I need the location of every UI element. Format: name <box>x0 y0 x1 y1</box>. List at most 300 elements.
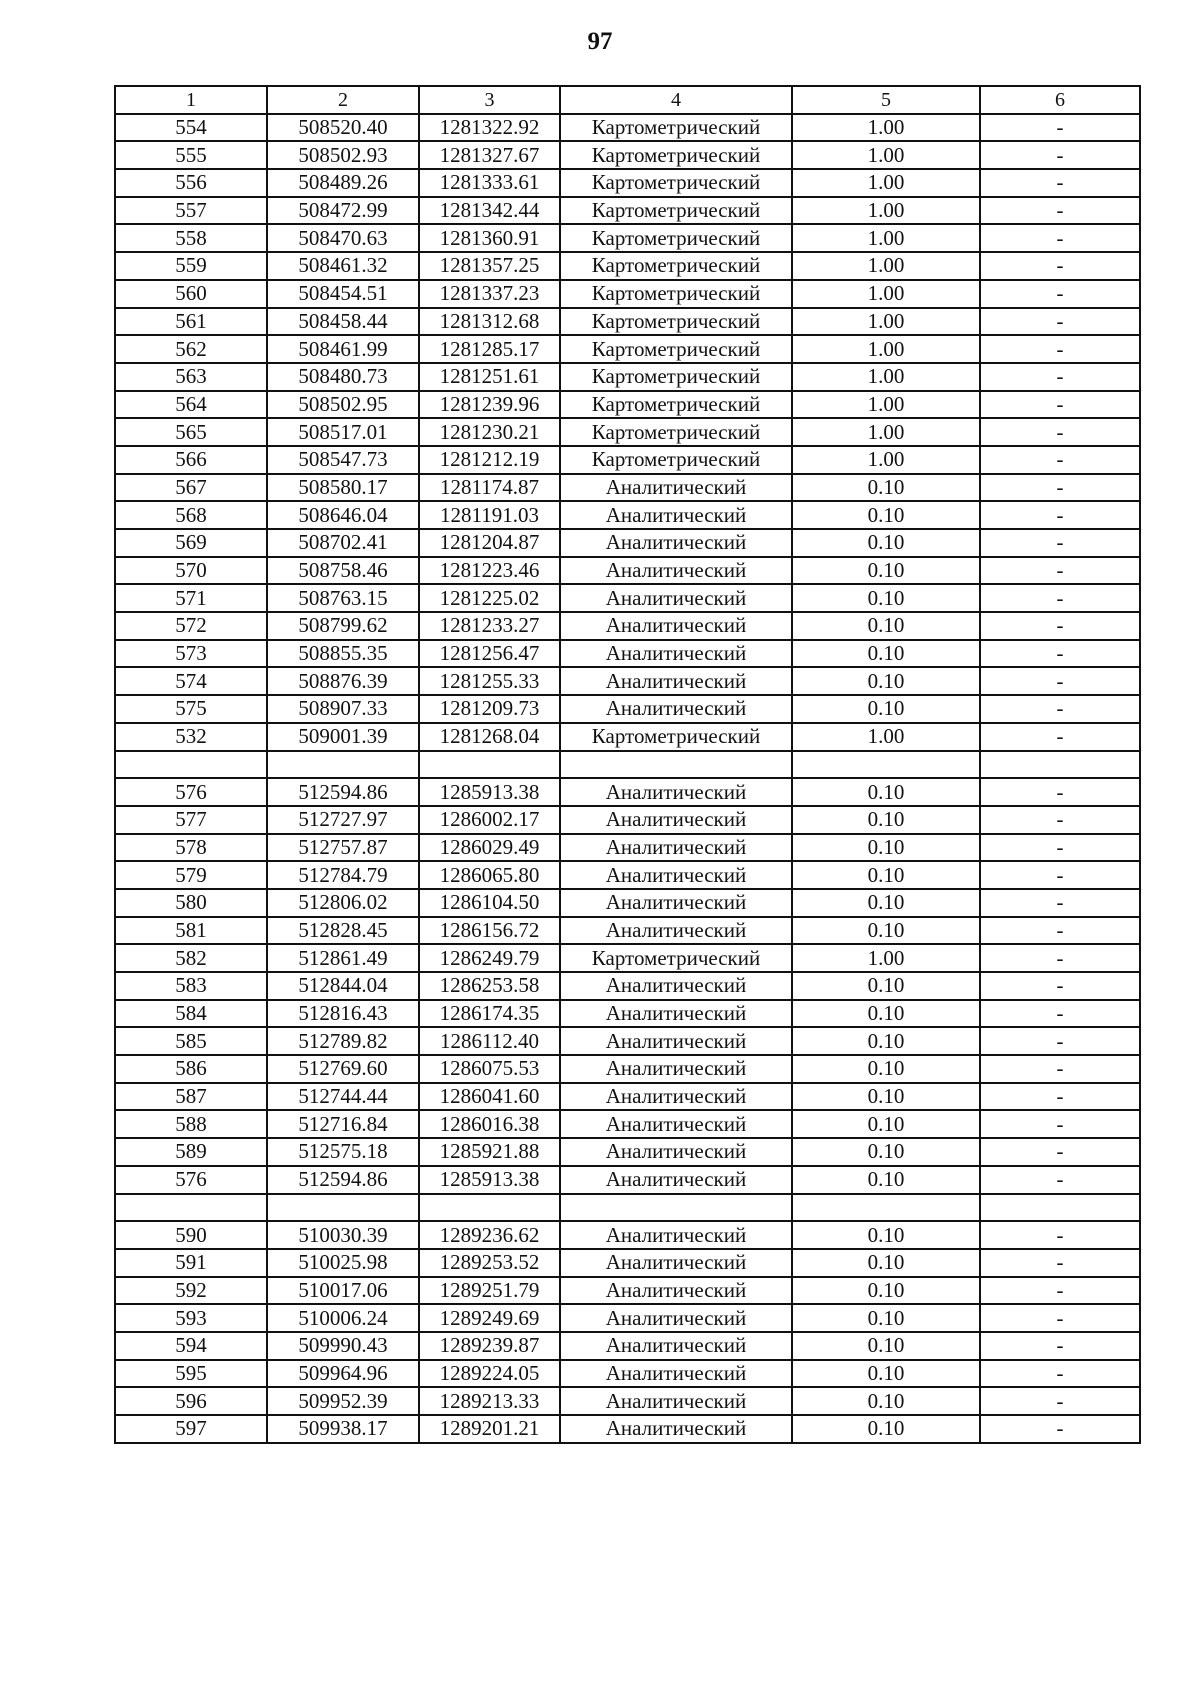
point-number-cell: 566 <box>115 446 267 474</box>
y-coordinate-cell: 1285913.38 <box>419 778 560 806</box>
x-coordinate-cell: 508763.15 <box>267 584 419 612</box>
method-cell: Картометрический <box>560 114 792 142</box>
y-coordinate-cell: 1281268.04 <box>419 723 560 751</box>
accuracy-cell: 1.00 <box>792 418 980 446</box>
y-coordinate-cell <box>419 1194 560 1222</box>
point-number-cell <box>115 1194 267 1222</box>
method-cell: Аналитический <box>560 1055 792 1083</box>
note-cell: - <box>980 1110 1140 1138</box>
table-row <box>115 252 1140 280</box>
note-cell <box>980 751 1140 779</box>
accuracy-cell: 0.10 <box>792 474 980 502</box>
accuracy-cell: 0.10 <box>792 1249 980 1277</box>
point-number-cell: 560 <box>115 280 267 308</box>
x-coordinate-cell: 508520.40 <box>267 114 419 142</box>
method-cell: Аналитический <box>560 972 792 1000</box>
accuracy-cell: 0.10 <box>792 1027 980 1055</box>
accuracy-cell: 0.10 <box>792 972 980 1000</box>
y-coordinate-cell: 1285921.88 <box>419 1138 560 1166</box>
y-coordinate-cell: 1281212.19 <box>419 446 560 474</box>
note-cell: - <box>980 1221 1140 1249</box>
note-cell: - <box>980 1138 1140 1166</box>
note-cell: - <box>980 418 1140 446</box>
table-row <box>115 224 1140 252</box>
table-row <box>115 1332 1140 1360</box>
method-cell: Аналитический <box>560 1083 792 1111</box>
point-number-cell: 570 <box>115 557 267 585</box>
point-number-cell: 587 <box>115 1083 267 1111</box>
method-cell: Аналитический <box>560 778 792 806</box>
table-row <box>115 335 1140 363</box>
table-row <box>115 667 1140 695</box>
x-coordinate-cell: 509964.96 <box>267 1360 419 1388</box>
y-coordinate-cell: 1281223.46 <box>419 557 560 585</box>
accuracy-cell: 0.10 <box>792 1138 980 1166</box>
x-coordinate-cell: 508907.33 <box>267 695 419 723</box>
y-coordinate-cell: 1281204.87 <box>419 529 560 557</box>
method-cell: Аналитический <box>560 1387 792 1415</box>
table-row <box>115 197 1140 225</box>
point-number-cell: 555 <box>115 141 267 169</box>
accuracy-cell: 1.00 <box>792 391 980 419</box>
column-header: 2 <box>267 86 419 114</box>
coordinates-table-container <box>114 85 1141 1444</box>
x-coordinate-cell <box>267 1194 419 1222</box>
table-row <box>115 695 1140 723</box>
table-row <box>115 391 1140 419</box>
table-row <box>115 917 1140 945</box>
point-number-cell: 578 <box>115 834 267 862</box>
point-number-cell: 591 <box>115 1249 267 1277</box>
table-row <box>115 1387 1140 1415</box>
point-number-cell: 554 <box>115 114 267 142</box>
table-row <box>115 308 1140 336</box>
y-coordinate-cell: 1281251.61 <box>419 363 560 391</box>
table-row <box>115 1194 1140 1222</box>
accuracy-cell: 0.10 <box>792 1277 980 1305</box>
x-coordinate-cell: 508489.26 <box>267 169 419 197</box>
accuracy-cell: 0.10 <box>792 1000 980 1028</box>
y-coordinate-cell: 1286253.58 <box>419 972 560 1000</box>
x-coordinate-cell: 512816.43 <box>267 1000 419 1028</box>
table-row <box>115 640 1140 668</box>
x-coordinate-cell: 512828.45 <box>267 917 419 945</box>
accuracy-cell: 1.00 <box>792 446 980 474</box>
method-cell: Аналитический <box>560 584 792 612</box>
y-coordinate-cell: 1281209.73 <box>419 695 560 723</box>
table-row <box>115 1249 1140 1277</box>
column-header: 4 <box>560 86 792 114</box>
x-coordinate-cell: 508472.99 <box>267 197 419 225</box>
point-number-cell: 558 <box>115 224 267 252</box>
accuracy-cell: 1.00 <box>792 280 980 308</box>
page-number: 97 <box>587 28 613 55</box>
point-number-cell: 586 <box>115 1055 267 1083</box>
point-number-cell: 577 <box>115 806 267 834</box>
note-cell: - <box>980 861 1140 889</box>
table-row <box>115 501 1140 529</box>
x-coordinate-cell: 508517.01 <box>267 418 419 446</box>
note-cell: - <box>980 557 1140 585</box>
y-coordinate-cell: 1286104.50 <box>419 889 560 917</box>
y-coordinate-cell: 1281191.03 <box>419 501 560 529</box>
accuracy-cell: 0.10 <box>792 584 980 612</box>
table-row <box>115 1055 1140 1083</box>
y-coordinate-cell: 1285913.38 <box>419 1166 560 1194</box>
note-cell: - <box>980 1332 1140 1360</box>
table-row <box>115 1415 1140 1443</box>
point-number-cell: 571 <box>115 584 267 612</box>
point-number-cell: 564 <box>115 391 267 419</box>
point-number-cell: 589 <box>115 1138 267 1166</box>
y-coordinate-cell: 1286174.35 <box>419 1000 560 1028</box>
note-cell: - <box>980 695 1140 723</box>
x-coordinate-cell: 510017.06 <box>267 1277 419 1305</box>
method-cell: Картометрический <box>560 418 792 446</box>
x-coordinate-cell: 508758.46 <box>267 557 419 585</box>
point-number-cell: 596 <box>115 1387 267 1415</box>
accuracy-cell: 0.10 <box>792 612 980 640</box>
accuracy-cell: 1.00 <box>792 197 980 225</box>
point-number-cell: 574 <box>115 667 267 695</box>
note-cell: - <box>980 612 1140 640</box>
table-row <box>115 474 1140 502</box>
point-number-cell: 595 <box>115 1360 267 1388</box>
table-row <box>115 141 1140 169</box>
x-coordinate-cell: 508702.41 <box>267 529 419 557</box>
point-number-cell: 584 <box>115 1000 267 1028</box>
table-row <box>115 861 1140 889</box>
method-cell: Картометрический <box>560 308 792 336</box>
table-row <box>115 723 1140 751</box>
point-number-cell: 559 <box>115 252 267 280</box>
accuracy-cell: 0.10 <box>792 1083 980 1111</box>
table-row <box>115 751 1140 779</box>
method-cell: Картометрический <box>560 391 792 419</box>
note-cell: - <box>980 529 1140 557</box>
method-cell: Картометрический <box>560 723 792 751</box>
x-coordinate-cell: 508454.51 <box>267 280 419 308</box>
accuracy-cell: 0.10 <box>792 889 980 917</box>
table-row <box>115 446 1140 474</box>
y-coordinate-cell: 1281333.61 <box>419 169 560 197</box>
x-coordinate-cell: 509001.39 <box>267 723 419 751</box>
method-cell: Аналитический <box>560 1221 792 1249</box>
x-coordinate-cell: 508502.95 <box>267 391 419 419</box>
x-coordinate-cell: 512716.84 <box>267 1110 419 1138</box>
accuracy-cell: 1.00 <box>792 308 980 336</box>
note-cell: - <box>980 640 1140 668</box>
table-row <box>115 557 1140 585</box>
y-coordinate-cell: 1289239.87 <box>419 1332 560 1360</box>
point-number-cell: 582 <box>115 944 267 972</box>
y-coordinate-cell: 1289201.21 <box>419 1415 560 1443</box>
note-cell: - <box>980 335 1140 363</box>
method-cell: Аналитический <box>560 861 792 889</box>
x-coordinate-cell: 512575.18 <box>267 1138 419 1166</box>
y-coordinate-cell: 1286016.38 <box>419 1110 560 1138</box>
y-coordinate-cell: 1281239.96 <box>419 391 560 419</box>
note-cell: - <box>980 1083 1140 1111</box>
note-cell: - <box>980 778 1140 806</box>
table-row <box>115 529 1140 557</box>
method-cell <box>560 1194 792 1222</box>
method-cell: Аналитический <box>560 501 792 529</box>
note-cell: - <box>980 834 1140 862</box>
note-cell: - <box>980 1055 1140 1083</box>
accuracy-cell: 0.10 <box>792 1110 980 1138</box>
method-cell: Аналитический <box>560 889 792 917</box>
column-header: 6 <box>980 86 1140 114</box>
point-number-cell: 567 <box>115 474 267 502</box>
point-number-cell: 588 <box>115 1110 267 1138</box>
column-header: 3 <box>419 86 560 114</box>
x-coordinate-cell: 512757.87 <box>267 834 419 862</box>
y-coordinate-cell: 1281312.68 <box>419 308 560 336</box>
y-coordinate-cell: 1281233.27 <box>419 612 560 640</box>
accuracy-cell: 0.10 <box>792 1304 980 1332</box>
coordinates-table <box>114 85 1141 1444</box>
point-number-cell: 557 <box>115 197 267 225</box>
note-cell: - <box>980 1166 1140 1194</box>
y-coordinate-cell: 1281357.25 <box>419 252 560 280</box>
note-cell: - <box>980 944 1140 972</box>
note-cell: - <box>980 806 1140 834</box>
point-number-cell: 575 <box>115 695 267 723</box>
method-cell: Аналитический <box>560 1138 792 1166</box>
note-cell: - <box>980 391 1140 419</box>
note-cell: - <box>980 889 1140 917</box>
y-coordinate-cell: 1281225.02 <box>419 584 560 612</box>
method-cell: Аналитический <box>560 529 792 557</box>
x-coordinate-cell: 508547.73 <box>267 446 419 474</box>
y-coordinate-cell: 1289253.52 <box>419 1249 560 1277</box>
x-coordinate-cell: 510025.98 <box>267 1249 419 1277</box>
note-cell: - <box>980 917 1140 945</box>
y-coordinate-cell: 1281342.44 <box>419 197 560 225</box>
method-cell: Картометрический <box>560 224 792 252</box>
y-coordinate-cell: 1289224.05 <box>419 1360 560 1388</box>
method-cell: Аналитический <box>560 640 792 668</box>
table-row <box>115 834 1140 862</box>
note-cell: - <box>980 169 1140 197</box>
point-number-cell: 583 <box>115 972 267 1000</box>
table-row <box>115 1110 1140 1138</box>
accuracy-cell: 0.10 <box>792 501 980 529</box>
note-cell: - <box>980 1000 1140 1028</box>
point-number-cell <box>115 751 267 779</box>
note-cell <box>980 1194 1140 1222</box>
x-coordinate-cell: 508580.17 <box>267 474 419 502</box>
accuracy-cell: 0.10 <box>792 640 980 668</box>
accuracy-cell: 1.00 <box>792 363 980 391</box>
table-row <box>115 889 1140 917</box>
y-coordinate-cell: 1281255.33 <box>419 667 560 695</box>
column-header: 5 <box>792 86 980 114</box>
point-number-cell: 561 <box>115 308 267 336</box>
x-coordinate-cell: 512844.04 <box>267 972 419 1000</box>
method-cell: Картометрический <box>560 944 792 972</box>
method-cell: Аналитический <box>560 612 792 640</box>
point-number-cell: 568 <box>115 501 267 529</box>
y-coordinate-cell: 1289249.69 <box>419 1304 560 1332</box>
table-row <box>115 280 1140 308</box>
method-cell: Аналитический <box>560 1360 792 1388</box>
accuracy-cell: 0.10 <box>792 917 980 945</box>
table-body <box>115 114 1140 1443</box>
y-coordinate-cell: 1281337.23 <box>419 280 560 308</box>
accuracy-cell: 0.10 <box>792 778 980 806</box>
accuracy-cell: 0.10 <box>792 695 980 723</box>
table-row <box>115 418 1140 446</box>
table-row <box>115 1000 1140 1028</box>
note-cell: - <box>980 1249 1140 1277</box>
x-coordinate-cell: 508461.32 <box>267 252 419 280</box>
method-cell: Картометрический <box>560 197 792 225</box>
x-coordinate-cell: 512769.60 <box>267 1055 419 1083</box>
table-row <box>115 114 1140 142</box>
y-coordinate-cell: 1281174.87 <box>419 474 560 502</box>
y-coordinate-cell: 1286075.53 <box>419 1055 560 1083</box>
point-number-cell: 556 <box>115 169 267 197</box>
x-coordinate-cell: 508502.93 <box>267 141 419 169</box>
x-coordinate-cell: 512594.86 <box>267 778 419 806</box>
method-cell: Картометрический <box>560 169 792 197</box>
point-number-cell: 580 <box>115 889 267 917</box>
y-coordinate-cell: 1281327.67 <box>419 141 560 169</box>
accuracy-cell <box>792 751 980 779</box>
accuracy-cell <box>792 1194 980 1222</box>
note-cell: - <box>980 363 1140 391</box>
table-row <box>115 1083 1140 1111</box>
note-cell: - <box>980 1387 1140 1415</box>
point-number-cell: 585 <box>115 1027 267 1055</box>
x-coordinate-cell: 508470.63 <box>267 224 419 252</box>
y-coordinate-cell: 1281230.21 <box>419 418 560 446</box>
table-row <box>115 1138 1140 1166</box>
x-coordinate-cell: 508876.39 <box>267 667 419 695</box>
table-row <box>115 612 1140 640</box>
x-coordinate-cell: 510030.39 <box>267 1221 419 1249</box>
x-coordinate-cell <box>267 751 419 779</box>
point-number-cell: 576 <box>115 778 267 806</box>
table-row <box>115 169 1140 197</box>
point-number-cell: 569 <box>115 529 267 557</box>
note-cell: - <box>980 1360 1140 1388</box>
accuracy-cell: 1.00 <box>792 252 980 280</box>
accuracy-cell: 0.10 <box>792 667 980 695</box>
method-cell: Аналитический <box>560 1304 792 1332</box>
method-cell: Аналитический <box>560 806 792 834</box>
method-cell: Аналитический <box>560 1277 792 1305</box>
method-cell: Аналитический <box>560 1027 792 1055</box>
y-coordinate-cell: 1286249.79 <box>419 944 560 972</box>
note-cell: - <box>980 972 1140 1000</box>
note-cell: - <box>980 474 1140 502</box>
point-number-cell: 594 <box>115 1332 267 1360</box>
method-cell: Аналитический <box>560 1415 792 1443</box>
table-header <box>115 86 1140 114</box>
method-cell: Аналитический <box>560 1000 792 1028</box>
x-coordinate-cell: 508855.35 <box>267 640 419 668</box>
y-coordinate-cell: 1281256.47 <box>419 640 560 668</box>
accuracy-cell: 0.10 <box>792 1360 980 1388</box>
point-number-cell: 562 <box>115 335 267 363</box>
table-row <box>115 1277 1140 1305</box>
method-cell: Аналитический <box>560 917 792 945</box>
y-coordinate-cell: 1286156.72 <box>419 917 560 945</box>
y-coordinate-cell: 1289251.79 <box>419 1277 560 1305</box>
method-cell: Аналитический <box>560 695 792 723</box>
point-number-cell: 593 <box>115 1304 267 1332</box>
note-cell: - <box>980 280 1140 308</box>
y-coordinate-cell: 1289236.62 <box>419 1221 560 1249</box>
point-number-cell: 532 <box>115 723 267 751</box>
accuracy-cell: 0.10 <box>792 1221 980 1249</box>
method-cell: Картометрический <box>560 280 792 308</box>
method-cell: Аналитический <box>560 1332 792 1360</box>
accuracy-cell: 1.00 <box>792 944 980 972</box>
accuracy-cell: 0.10 <box>792 1415 980 1443</box>
y-coordinate-cell: 1286029.49 <box>419 834 560 862</box>
x-coordinate-cell: 509952.39 <box>267 1387 419 1415</box>
x-coordinate-cell: 512727.97 <box>267 806 419 834</box>
note-cell: - <box>980 1027 1140 1055</box>
method-cell <box>560 751 792 779</box>
y-coordinate-cell: 1286002.17 <box>419 806 560 834</box>
note-cell: - <box>980 584 1140 612</box>
accuracy-cell: 0.10 <box>792 557 980 585</box>
method-cell: Картометрический <box>560 335 792 363</box>
x-coordinate-cell: 512594.86 <box>267 1166 419 1194</box>
y-coordinate-cell: 1286065.80 <box>419 861 560 889</box>
y-coordinate-cell: 1286041.60 <box>419 1083 560 1111</box>
table-row <box>115 1221 1140 1249</box>
method-cell: Картометрический <box>560 141 792 169</box>
point-number-cell: 579 <box>115 861 267 889</box>
accuracy-cell: 0.10 <box>792 861 980 889</box>
table-row <box>115 1027 1140 1055</box>
table-row <box>115 944 1140 972</box>
x-coordinate-cell: 512861.49 <box>267 944 419 972</box>
accuracy-cell: 1.00 <box>792 169 980 197</box>
x-coordinate-cell: 510006.24 <box>267 1304 419 1332</box>
method-cell: Аналитический <box>560 667 792 695</box>
x-coordinate-cell: 509990.43 <box>267 1332 419 1360</box>
accuracy-cell: 0.10 <box>792 1055 980 1083</box>
point-number-cell: 576 <box>115 1166 267 1194</box>
accuracy-cell: 1.00 <box>792 224 980 252</box>
method-cell: Аналитический <box>560 557 792 585</box>
accuracy-cell: 0.10 <box>792 806 980 834</box>
y-coordinate-cell: 1289213.33 <box>419 1387 560 1415</box>
note-cell: - <box>980 501 1140 529</box>
table-row <box>115 584 1140 612</box>
point-number-cell: 573 <box>115 640 267 668</box>
header-row <box>115 86 1140 114</box>
note-cell: - <box>980 252 1140 280</box>
accuracy-cell: 1.00 <box>792 723 980 751</box>
x-coordinate-cell: 512784.79 <box>267 861 419 889</box>
note-cell: - <box>980 197 1140 225</box>
x-coordinate-cell: 512806.02 <box>267 889 419 917</box>
table-row <box>115 363 1140 391</box>
point-number-cell: 590 <box>115 1221 267 1249</box>
point-number-cell: 572 <box>115 612 267 640</box>
y-coordinate-cell: 1281322.92 <box>419 114 560 142</box>
accuracy-cell: 1.00 <box>792 141 980 169</box>
method-cell: Картометрический <box>560 446 792 474</box>
